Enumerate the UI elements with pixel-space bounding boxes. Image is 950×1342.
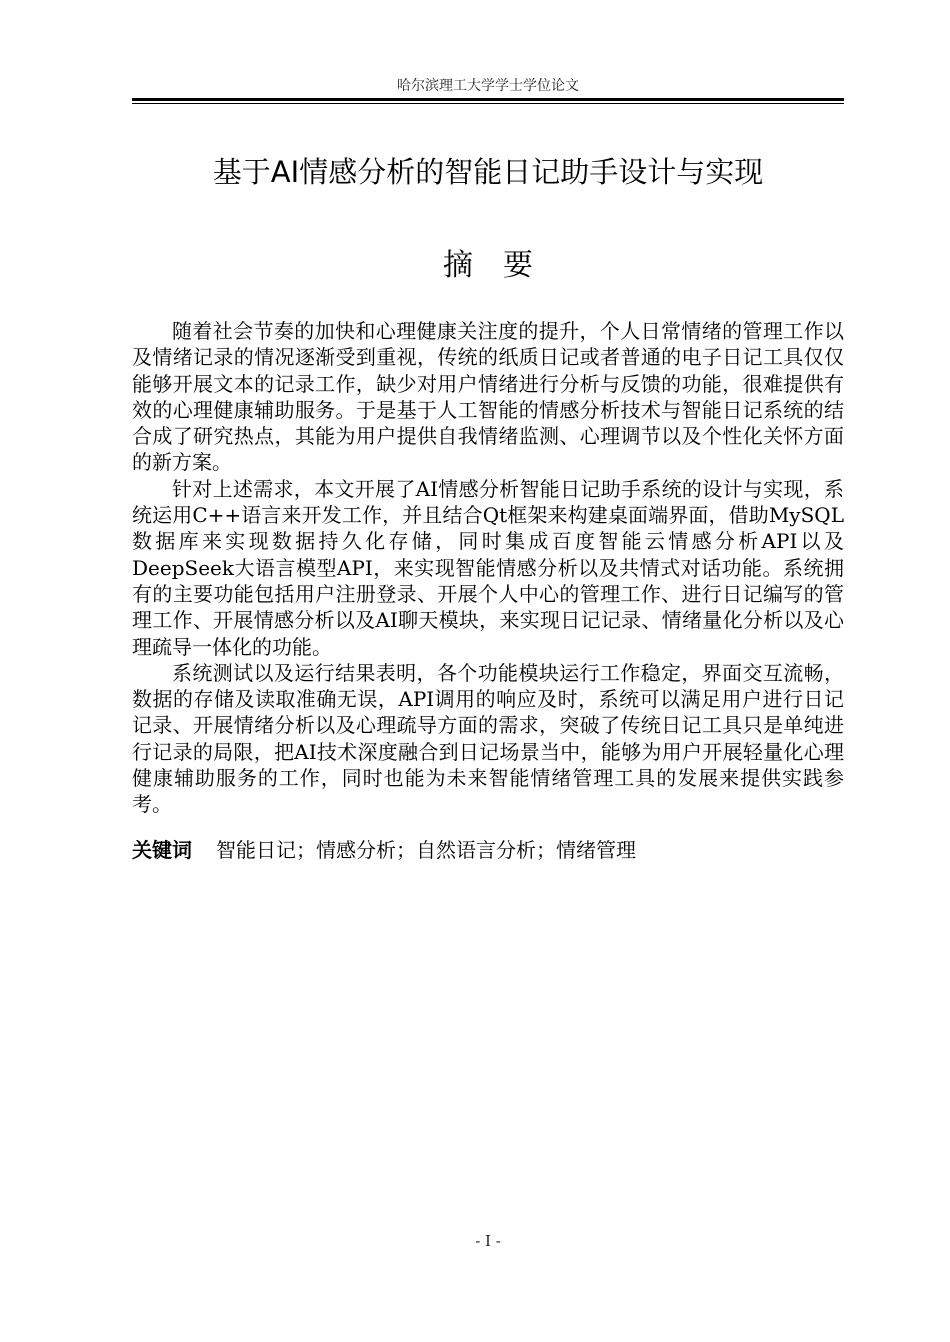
abstract-paragraph-1: 随着社会节奏的加快和心理健康关注度的提升，个人日常情绪的管理工作以及情绪记录的情况逐渐受到重视，传统的纸质日记或者普通的电子日记工具仅仅能够开展文本的记录工作，缺少对用户情绪进行分析与反馈的功能，很难提供有效的心理健康辅助服务。于是基于人工智能的情感分析技术与智能日记系统的结合成了研究热点，其能为用户提供自我情绪监测、心理调节以及个性化关怀方面的新方案。 (132, 319, 844, 475)
keywords-label: 关键词 (132, 838, 192, 862)
abstract-paragraph-2: 针对上述需求，本文开展了AI情感分析智能日记助手系统的设计与实现，系统运用C++语言来开发工作，并且结合Qt框架来构建桌面端界面，借助MySQL数据库来实现数据持久化存储，同时集成百度智能云情感分析API以及DeepSeek大语言模型API，来实现智能情感分析以及共情式对话功能。系统拥有的主要功能包括用户注册登录、开展个人中心的管理工作、进行日记编写的管理工作、开展情感分析以及AI聊天模块，来实现日记记录、情绪量化分析以及心理疏导一体化的功能。 (132, 476, 844, 659)
keywords-line (132, 836, 844, 864)
header-rule-thin (132, 103, 844, 104)
header-rule-thick (132, 98, 844, 101)
abstract-paragraph-3: 系统测试以及运行结果表明，各个功能模块运行工作稳定，界面交互流畅，数据的存储及读取准确无误，API调用的响应及时，系统可以满足用户进行日记记录、开展情绪分析以及心理疏导方面的需求，突破了传统日记工具只是单纯进行记录的局限，把AI技术深度融合到日记场景当中，能够为用户开展轻量化心理健康辅助服务的工作，同时也能为未来智能情绪管理工具的发展来提供实践参考。 (132, 660, 844, 817)
thesis-title: 基于AI情感分析的智能日记助手设计与实现 (212, 155, 764, 189)
abstract-heading: 摘要 (443, 248, 563, 283)
running-header: 哈尔滨理工大学学士学位论文 (397, 78, 579, 94)
keywords-text: 智能日记；情感分析；自然语言分析；情绪管理 (216, 838, 636, 862)
abstract-body (132, 318, 844, 818)
page-number: - I - (475, 1232, 501, 1250)
